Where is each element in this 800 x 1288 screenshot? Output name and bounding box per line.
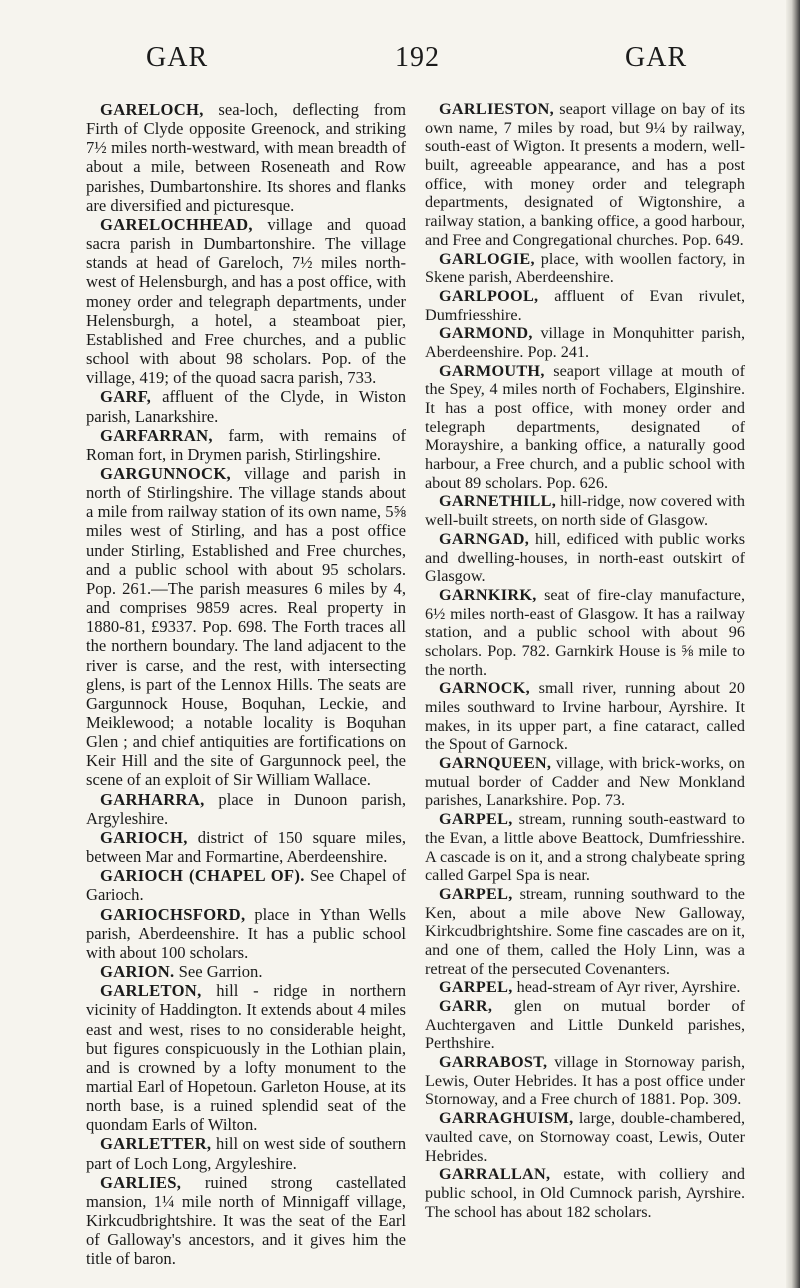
entry-text: seaport village on bay of its own name, 7 miles by road, but 9¼ by railway, south-east of Wigton. It presents a modern, well-built, agreeable appearance, and has a post office, with money order and telegraph departments, designated of Wigtonshire, a railway station, a banking office, a good harbour, and Free and Congregational churches. Pop. 649. — [425, 100, 745, 249]
header-left-catchword: GAR — [146, 42, 209, 73]
gazetteer-entry — [425, 287, 745, 324]
entry-headword: GARLIESTON, — [439, 100, 554, 118]
entry-headword: GARPEL, — [439, 978, 513, 997]
gazetteer-entry — [86, 215, 406, 387]
entry-headword: GARNETHILL, — [439, 492, 557, 511]
entry-headword: GARLPOOL, — [439, 286, 539, 305]
gazetteer-entry — [425, 1109, 745, 1165]
entry-headword: GARMOUTH, — [439, 361, 545, 380]
gazetteer-entry — [425, 586, 745, 679]
entry-headword: GARNGAD, — [439, 529, 530, 548]
entry-text: large, double-chambered, vaulted cave, on Stornoway coast, Lewis, Outer Hebrides. — [425, 1109, 745, 1165]
entry-text: village in Monquhitter parish, Aberdeenshire. Pop. 241. — [425, 324, 745, 361]
gazetteer-entry — [425, 492, 745, 529]
entry-headword: GARRALLAN, — [439, 1165, 551, 1184]
gazetteer-entry — [425, 100, 745, 250]
gazetteer-entry — [425, 810, 745, 885]
gazetteer-entry — [425, 978, 745, 997]
gazetteer-entry — [425, 997, 745, 1053]
entry-text: sea-loch, deflecting from Firth of Clyde opposite Greenock, and striking 7½ miles north-westward, with mean breadth of about a mile, between Roseneath and Row parishes, Dumbartonshire. Its shores and flanks are diversified and picturesque. — [86, 100, 406, 215]
entry-headword: GARIOCH, — [100, 827, 188, 847]
entry-headword: GARF, — [100, 387, 152, 407]
gazetteer-entry — [425, 324, 745, 361]
entry-text: village in Stornoway parish, Lewis, Outer Hebrides. It has a post office under Stornoway, and a Free church of 1881. Pop. 309. — [425, 1053, 745, 1109]
entry-headword: GARNOCK, — [439, 679, 530, 698]
entry-headword: GARION. — [100, 962, 175, 982]
entry-text: farm, with remains of Roman fort, in Drymen parish, Stirlingshire. — [86, 425, 406, 464]
entry-text: estate, with colliery and public school, in Old Cumnock parish, Ayrshire. The school has about 182 scholars. — [425, 1165, 745, 1221]
entry-headword: GARIOCH (CHAPEL OF). — [100, 866, 305, 886]
entry-text: hill-ridge, now covered with well-built streets, on north side of Glasgow. — [425, 492, 745, 530]
gazetteer-entry — [86, 100, 406, 215]
gazetteer-entry — [86, 981, 406, 1134]
page-number: 192 — [395, 42, 440, 73]
entry-text: place in Ythan Wells parish, Aberdeenshire. It has a public school with about 100 scholars. — [86, 904, 406, 962]
entry-text: head-stream of Ayr river, Ayrshire. — [512, 978, 741, 997]
entry-text: ruined strong castellated mansion, 1¼ mile north of Minnigaff village, Kirkcudbrightshire. It was the seat of the Earl of Galloway's ancestors, and it gives him the title of baron. — [86, 1172, 406, 1269]
entry-headword: GARLETON, — [100, 981, 202, 1001]
entry-text: village, with brick-works, on mutual border of Cadder and New Monkland parishes, Lanarkshire. Pop. 73. — [425, 754, 745, 810]
entry-headword: GARPEL, — [439, 884, 513, 903]
header-right-catchword: GAR — [625, 42, 688, 73]
gazetteer-entry — [86, 464, 406, 790]
entry-text: small river, running about 20 miles southward to Irvine harbour, Ayrshire. It makes, in its upper part, a fine cataract, called the Spout of Garnock. — [425, 679, 745, 754]
gazetteer-entry — [425, 530, 745, 586]
entry-text: hill - ridge in northern vicinity of Haddington. It extends about 4 miles east and west, rises to no considerable height, but figures conspicuously in the Lothian plain, and is crowned by a lofty monument to the martial Earl of Hopetoun. Garleton House, at its north base, is a ruined splendid seat of the quondam Earls of Wilton. — [86, 981, 406, 1135]
entry-text: stream, running southward to the Ken, about a mile above New Galloway, Kirkcudbrightshire. Some fine cascades are on it, and one of them, called the Holy Linn, was a retreat of the persecuted Covenanters. — [425, 884, 745, 978]
entry-headword: GARELOCHHEAD, — [100, 214, 253, 234]
entry-text: hill, edificed with public works and dwelling-houses, in north-east outskirt of Glasgow. — [425, 529, 745, 586]
entry-headword: GARMOND, — [439, 324, 533, 343]
entry-text: glen on mutual border of Auchtergaven and Little Dunkeld parishes, Perthshire. — [425, 997, 745, 1053]
gazetteer-entry — [86, 866, 406, 904]
gazetteer-entry — [425, 1053, 745, 1109]
entry-headword: GARGUNNOCK, — [100, 463, 231, 483]
gazetteer-entry — [86, 790, 406, 828]
gazetteer-entry — [425, 250, 745, 287]
entry-headword: GARRAGHUISM, — [439, 1109, 574, 1128]
gazetteer-entry — [86, 1134, 406, 1172]
entry-text: hill on west side of southern part of Loch Long, Argyleshire. — [86, 1134, 406, 1173]
entry-headword: GARRABOST, — [439, 1053, 548, 1072]
gazetteer-entry — [425, 885, 745, 978]
entry-headword: GARNKIRK, — [439, 585, 537, 604]
entry-headword: GARLIES, — [100, 1172, 182, 1192]
gazetteer-entry — [425, 1165, 745, 1221]
entry-text: stream, running south-eastward to the Evan, a little above Beattock, Dumfriesshire. A cascade is on it, and a strong chalybeate spring called Garpel Spa is near. — [425, 810, 745, 885]
entry-text: place, with woollen factory, in Skene parish, Aberdeenshire. — [425, 249, 745, 287]
gazetteer-entry — [86, 905, 406, 962]
entry-text: district of 150 square miles, between Mar and Formartine, Aberdeenshire. — [86, 827, 406, 867]
gazetteer-entry — [86, 828, 406, 866]
entry-headword: GARR, — [439, 997, 493, 1015]
entry-text: village and parish in north of Stirlingshire. The village stands about a mile from railway station of its own name, 5⅝ miles west of Stirling, and has a post office under Stirling, Established and Free churches, and a public school with about 95 scholars. Pop. 261.—The parish measures 6 miles by 4, and comprises 9859 acres. Real property in 1880-81, £9337. Pop. 698. The Forth traces all the northern boundary. The land adjacent to the river is carse, and the rest, with intersecting glens, is part of the Lennox Hills. The seats are Gargunnock House, Boquhan, Leckie, and Meiklewood; a notable locality is Boquhan Glen ; and chief antiquities are fortifications on Keir Hill and the site of Gargunnock peel, the scene of an exploit of Sir William Wallace. — [86, 463, 406, 790]
gazetteer-entry — [425, 362, 745, 493]
gazetteer-entry — [86, 962, 406, 981]
entry-headword: GARPEL, — [439, 810, 513, 829]
entry-headword: GARNQUEEN, — [439, 754, 552, 773]
entry-text: village and quoad sacra parish in Dumbartonshire. The village stands at head of Gareloch, 7½ miles north-west of Helensburgh, and has a post office, with money order and telegraph departments, under Helensburgh, a hotel, a steamboat pier, Established and Free churches, and a public school with about 98 scholars. Pop. of the village, 419; of the quoad sacra parish, 733. — [86, 214, 406, 388]
entry-headword: GARHARRA, — [100, 789, 205, 809]
entry-headword: GARLETTER, — [100, 1134, 212, 1154]
entry-text: seat of fire-clay manufacture, 6½ miles north-east of Glasgow. It has a railway station, and a public school with about 96 scholars. Pop. 782. Garnkirk House is ⅝ mile to the north. — [425, 585, 745, 679]
entry-text: See Chapel of Garioch. — [86, 866, 407, 905]
entry-text: seaport village at mouth of the Spey, 4 miles north of Fochabers, Elginshire. It has a post office, with money order and telegraph departments, designated of Morayshire, a banking office, a naturally good harbour, a Free church, and a public school with about 89 scholars. Pop. 626. — [425, 361, 745, 492]
entry-headword: GARFARRAN, — [100, 425, 213, 445]
gazetteer-entry — [425, 679, 745, 754]
gazetteer-entry — [86, 387, 406, 425]
entry-text: affluent of Evan rivulet, Dumfriesshire. — [425, 286, 745, 324]
gazetteer-entry — [86, 1173, 406, 1269]
page-header — [62, 42, 742, 78]
page-edge-shadow — [786, 0, 800, 1288]
entry-text: See Garrion. — [174, 962, 263, 982]
entry-headword: GARIOCHSFORD, — [100, 904, 246, 924]
left-column — [86, 100, 406, 1269]
gazetteer-entry — [425, 754, 745, 810]
entry-headword: GARLOGIE, — [439, 249, 535, 268]
entry-headword: GARELOCH, — [100, 100, 204, 119]
entry-text: place in Dunoon parish, Argyleshire. — [86, 789, 406, 828]
gazetteer-entry — [86, 426, 406, 464]
entry-text: affluent of the Clyde, in Wiston parish, Lanarkshire. — [86, 387, 406, 426]
right-column — [425, 100, 745, 1221]
